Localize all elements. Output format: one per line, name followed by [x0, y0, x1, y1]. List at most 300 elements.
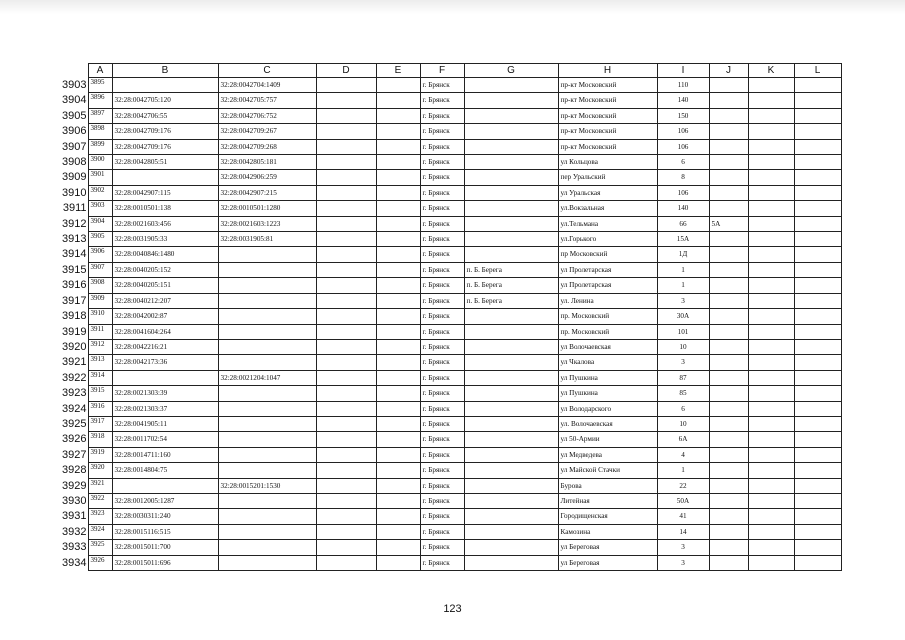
cell-f[interactable]: г. Брянск [420, 447, 464, 462]
cell-e[interactable] [376, 185, 420, 200]
cell-l[interactable] [794, 293, 841, 308]
cell-a[interactable]: 3911 [88, 324, 112, 339]
cell-c[interactable]: 32:28:0042709:267 [218, 124, 316, 139]
cell-l[interactable] [794, 355, 841, 370]
cell-j[interactable] [709, 463, 748, 478]
cell-j[interactable] [709, 493, 748, 508]
cell-d[interactable] [316, 108, 376, 123]
cell-b[interactable]: 32:28:0042805:51 [112, 155, 218, 170]
cell-j[interactable] [709, 401, 748, 416]
row-number[interactable]: 3909 [58, 170, 88, 185]
cell-c[interactable] [218, 386, 316, 401]
cell-b[interactable]: 32:28:0011702:54 [112, 432, 218, 447]
cell-d[interactable] [316, 324, 376, 339]
cell-a[interactable]: 3913 [88, 355, 112, 370]
cell-e[interactable] [376, 401, 420, 416]
column-header-k[interactable]: K [748, 64, 794, 78]
cell-g[interactable] [464, 370, 558, 385]
cell-c[interactable] [218, 432, 316, 447]
cell-c[interactable] [218, 278, 316, 293]
cell-k[interactable] [748, 324, 794, 339]
cell-l[interactable] [794, 540, 841, 555]
cell-b[interactable]: 32:28:0042709:176 [112, 124, 218, 139]
row-number[interactable]: 3914 [58, 247, 88, 262]
cell-h[interactable]: пр-кт Московский [558, 139, 657, 154]
cell-i[interactable]: 3 [657, 355, 709, 370]
row-number[interactable]: 3906 [58, 124, 88, 139]
cell-d[interactable] [316, 262, 376, 277]
cell-h[interactable]: ул Пролетарская [558, 262, 657, 277]
cell-a[interactable]: 3918 [88, 432, 112, 447]
row-number[interactable]: 3918 [58, 309, 88, 324]
cell-f[interactable]: г. Брянск [420, 432, 464, 447]
cell-j[interactable] [709, 278, 748, 293]
cell-b[interactable]: 32:28:0042216:21 [112, 339, 218, 354]
cell-a[interactable]: 3917 [88, 416, 112, 431]
cell-i[interactable]: 1 [657, 278, 709, 293]
cell-a[interactable]: 3921 [88, 478, 112, 493]
cell-i[interactable]: 15А [657, 232, 709, 247]
cell-k[interactable] [748, 509, 794, 524]
cell-i[interactable]: 41 [657, 509, 709, 524]
cell-f[interactable]: г. Брянск [420, 93, 464, 108]
cell-g[interactable] [464, 540, 558, 555]
cell-b[interactable]: 32:28:0042709:176 [112, 139, 218, 154]
cell-k[interactable] [748, 124, 794, 139]
cell-e[interactable] [376, 509, 420, 524]
cell-a[interactable]: 3916 [88, 401, 112, 416]
cell-k[interactable] [748, 401, 794, 416]
cell-g[interactable] [464, 309, 558, 324]
cell-c[interactable]: 32:28:0042705:757 [218, 93, 316, 108]
cell-g[interactable] [464, 201, 558, 216]
cell-g[interactable] [464, 478, 558, 493]
row-number[interactable]: 3925 [58, 416, 88, 431]
cell-e[interactable] [376, 293, 420, 308]
cell-c[interactable]: 32:28:0021204:1047 [218, 370, 316, 385]
row-number[interactable]: 3922 [58, 370, 88, 385]
row-number[interactable]: 3932 [58, 524, 88, 539]
cell-k[interactable] [748, 201, 794, 216]
row-number[interactable]: 3912 [58, 216, 88, 231]
cell-c[interactable] [218, 509, 316, 524]
cell-h[interactable]: ул 50-Армии [558, 432, 657, 447]
cell-g[interactable] [464, 78, 558, 93]
cell-l[interactable] [794, 93, 841, 108]
cell-l[interactable] [794, 201, 841, 216]
cell-g[interactable]: п. Б. Берега [464, 278, 558, 293]
cell-h[interactable]: ул Чкалова [558, 355, 657, 370]
cell-k[interactable] [748, 247, 794, 262]
cell-j[interactable] [709, 185, 748, 200]
cell-e[interactable] [376, 278, 420, 293]
cell-f[interactable]: г. Брянск [420, 386, 464, 401]
cell-g[interactable] [464, 401, 558, 416]
cell-h[interactable]: ул Уральская [558, 185, 657, 200]
cell-d[interactable] [316, 401, 376, 416]
cell-i[interactable]: 30А [657, 309, 709, 324]
cell-f[interactable]: г. Брянск [420, 139, 464, 154]
cell-c[interactable]: 32:28:0042704:1409 [218, 78, 316, 93]
cell-d[interactable] [316, 155, 376, 170]
cell-b[interactable]: 32:28:0042173:36 [112, 355, 218, 370]
cell-c[interactable] [218, 247, 316, 262]
cell-c[interactable] [218, 524, 316, 539]
cell-f[interactable]: г. Брянск [420, 293, 464, 308]
cell-g[interactable] [464, 232, 558, 247]
cell-h[interactable]: Городищенская [558, 509, 657, 524]
cell-l[interactable] [794, 339, 841, 354]
cell-g[interactable] [464, 493, 558, 508]
cell-j[interactable] [709, 370, 748, 385]
cell-e[interactable] [376, 355, 420, 370]
cell-a[interactable]: 3895 [88, 78, 112, 93]
cell-g[interactable] [464, 555, 558, 570]
cell-g[interactable] [464, 93, 558, 108]
cell-f[interactable]: г. Брянск [420, 540, 464, 555]
row-number[interactable]: 3907 [58, 139, 88, 154]
cell-e[interactable] [376, 540, 420, 555]
cell-j[interactable] [709, 155, 748, 170]
cell-a[interactable]: 3907 [88, 262, 112, 277]
cell-a[interactable]: 3897 [88, 108, 112, 123]
cell-g[interactable] [464, 324, 558, 339]
cell-j[interactable] [709, 247, 748, 262]
cell-f[interactable]: г. Брянск [420, 185, 464, 200]
cell-i[interactable]: 14 [657, 524, 709, 539]
cell-g[interactable] [464, 139, 558, 154]
cell-c[interactable]: 32:28:0042907:215 [218, 185, 316, 200]
cell-d[interactable] [316, 293, 376, 308]
row-number[interactable]: 3908 [58, 155, 88, 170]
cell-k[interactable] [748, 416, 794, 431]
cell-k[interactable] [748, 463, 794, 478]
cell-e[interactable] [376, 432, 420, 447]
cell-g[interactable] [464, 432, 558, 447]
cell-l[interactable] [794, 124, 841, 139]
cell-f[interactable]: г. Брянск [420, 78, 464, 93]
cell-b[interactable]: 32:28:0040846:1480 [112, 247, 218, 262]
cell-g[interactable] [464, 247, 558, 262]
cell-b[interactable]: 32:28:0042907:115 [112, 185, 218, 200]
cell-d[interactable] [316, 386, 376, 401]
cell-j[interactable] [709, 432, 748, 447]
cell-d[interactable] [316, 201, 376, 216]
cell-h[interactable]: ул Кольцова [558, 155, 657, 170]
cell-h[interactable]: ул Волочаевская [558, 339, 657, 354]
cell-d[interactable] [316, 555, 376, 570]
cell-k[interactable] [748, 386, 794, 401]
cell-f[interactable]: г. Брянск [420, 155, 464, 170]
cell-f[interactable]: г. Брянск [420, 201, 464, 216]
cell-e[interactable] [376, 309, 420, 324]
cell-d[interactable] [316, 370, 376, 385]
cell-b[interactable]: 32:28:0015116:515 [112, 524, 218, 539]
row-number[interactable]: 3931 [58, 509, 88, 524]
cell-b[interactable]: 32:28:0030311:240 [112, 509, 218, 524]
cell-j[interactable] [709, 293, 748, 308]
cell-c[interactable] [218, 540, 316, 555]
cell-i[interactable]: 1 [657, 262, 709, 277]
cell-e[interactable] [376, 524, 420, 539]
cell-f[interactable]: г. Брянск [420, 247, 464, 262]
cell-f[interactable]: г. Брянск [420, 555, 464, 570]
cell-e[interactable] [376, 201, 420, 216]
cell-d[interactable] [316, 339, 376, 354]
cell-i[interactable]: 150 [657, 108, 709, 123]
cell-i[interactable]: 22 [657, 478, 709, 493]
cell-c[interactable] [218, 416, 316, 431]
cell-i[interactable]: 66 [657, 216, 709, 231]
cell-a[interactable]: 3902 [88, 185, 112, 200]
column-header-c[interactable]: C [218, 64, 316, 78]
row-number[interactable]: 3911 [58, 201, 88, 216]
cell-d[interactable] [316, 93, 376, 108]
cell-j[interactable] [709, 170, 748, 185]
cell-a[interactable]: 3908 [88, 278, 112, 293]
cell-l[interactable] [794, 216, 841, 231]
cell-b[interactable]: 32:28:0021603:456 [112, 216, 218, 231]
cell-e[interactable] [376, 262, 420, 277]
cell-e[interactable] [376, 139, 420, 154]
cell-h[interactable]: ул Береговая [558, 555, 657, 570]
cell-h[interactable]: ул Медведева [558, 447, 657, 462]
cell-e[interactable] [376, 170, 420, 185]
column-header-e[interactable]: E [376, 64, 420, 78]
cell-g[interactable] [464, 416, 558, 431]
cell-f[interactable]: г. Брянск [420, 124, 464, 139]
cell-a[interactable]: 3903 [88, 201, 112, 216]
column-header-b[interactable]: B [112, 64, 218, 78]
cell-f[interactable]: г. Брянск [420, 170, 464, 185]
cell-k[interactable] [748, 232, 794, 247]
cell-l[interactable] [794, 108, 841, 123]
cell-i[interactable]: 85 [657, 386, 709, 401]
row-number[interactable]: 3930 [58, 493, 88, 508]
cell-f[interactable]: г. Брянск [420, 416, 464, 431]
cell-a[interactable]: 3904 [88, 216, 112, 231]
cell-h[interactable]: пр Московский [558, 247, 657, 262]
cell-h[interactable]: Камозина [558, 524, 657, 539]
cell-i[interactable]: 4 [657, 447, 709, 462]
cell-j[interactable] [709, 108, 748, 123]
cell-j[interactable] [709, 555, 748, 570]
cell-g[interactable] [464, 216, 558, 231]
cell-h[interactable]: ул Майской Стачки [558, 463, 657, 478]
row-number[interactable]: 3920 [58, 339, 88, 354]
cell-l[interactable] [794, 370, 841, 385]
cell-f[interactable]: г. Брянск [420, 355, 464, 370]
cell-c[interactable] [218, 262, 316, 277]
cell-j[interactable] [709, 262, 748, 277]
cell-i[interactable]: 140 [657, 93, 709, 108]
cell-f[interactable]: г. Брянск [420, 108, 464, 123]
cell-e[interactable] [376, 478, 420, 493]
cell-h[interactable]: пр-кт Московский [558, 78, 657, 93]
cell-d[interactable] [316, 124, 376, 139]
cell-j[interactable] [709, 339, 748, 354]
cell-e[interactable] [376, 555, 420, 570]
cell-j[interactable] [709, 78, 748, 93]
cell-b[interactable]: 32:28:0042706:55 [112, 108, 218, 123]
column-header-g[interactable]: G [464, 64, 558, 78]
cell-a[interactable]: 3912 [88, 339, 112, 354]
cell-j[interactable] [709, 324, 748, 339]
cell-j[interactable] [709, 93, 748, 108]
row-number[interactable]: 3910 [58, 185, 88, 200]
cell-e[interactable] [376, 155, 420, 170]
cell-l[interactable] [794, 401, 841, 416]
cell-b[interactable]: 32:28:0014804:75 [112, 463, 218, 478]
cell-e[interactable] [376, 124, 420, 139]
cell-b[interactable]: 32:28:0041905:11 [112, 416, 218, 431]
cell-c[interactable] [218, 555, 316, 570]
cell-k[interactable] [748, 540, 794, 555]
cell-g[interactable] [464, 386, 558, 401]
cell-h[interactable]: ул Володарского [558, 401, 657, 416]
cell-l[interactable] [794, 478, 841, 493]
cell-d[interactable] [316, 278, 376, 293]
cell-e[interactable] [376, 386, 420, 401]
cell-d[interactable] [316, 232, 376, 247]
cell-c[interactable]: 32:28:0031905:81 [218, 232, 316, 247]
cell-a[interactable]: 3899 [88, 139, 112, 154]
row-number[interactable]: 3919 [58, 324, 88, 339]
cell-e[interactable] [376, 416, 420, 431]
cell-l[interactable] [794, 155, 841, 170]
row-number[interactable]: 3917 [58, 293, 88, 308]
cell-l[interactable] [794, 185, 841, 200]
cell-l[interactable] [794, 170, 841, 185]
cell-k[interactable] [748, 309, 794, 324]
cell-h[interactable]: ул Береговая [558, 540, 657, 555]
cell-g[interactable] [464, 524, 558, 539]
row-number[interactable]: 3927 [58, 447, 88, 462]
cell-j[interactable] [709, 355, 748, 370]
cell-b[interactable]: 32:28:0014711:160 [112, 447, 218, 462]
cell-i[interactable]: 3 [657, 540, 709, 555]
cell-l[interactable] [794, 493, 841, 508]
cell-f[interactable]: г. Брянск [420, 216, 464, 231]
cell-i[interactable]: 87 [657, 370, 709, 385]
cell-f[interactable]: г. Брянск [420, 493, 464, 508]
cell-f[interactable]: г. Брянск [420, 478, 464, 493]
cell-c[interactable]: 32:28:0042706:752 [218, 108, 316, 123]
cell-j[interactable] [709, 232, 748, 247]
cell-h[interactable]: пер Уральский [558, 170, 657, 185]
row-number[interactable]: 3921 [58, 355, 88, 370]
cell-d[interactable] [316, 170, 376, 185]
cell-f[interactable]: г. Брянск [420, 370, 464, 385]
cell-b[interactable] [112, 78, 218, 93]
cell-h[interactable]: пр-кт Московский [558, 108, 657, 123]
cell-c[interactable] [218, 309, 316, 324]
cell-k[interactable] [748, 293, 794, 308]
cell-h[interactable]: ул Пушкина [558, 386, 657, 401]
cell-g[interactable] [464, 463, 558, 478]
cell-l[interactable] [794, 309, 841, 324]
cell-l[interactable] [794, 232, 841, 247]
cell-c[interactable]: 32:28:0042709:268 [218, 139, 316, 154]
cell-l[interactable] [794, 416, 841, 431]
cell-h[interactable]: ул.Вокзальная [558, 201, 657, 216]
cell-d[interactable] [316, 432, 376, 447]
cell-j[interactable] [709, 386, 748, 401]
cell-a[interactable]: 3896 [88, 93, 112, 108]
cell-l[interactable] [794, 386, 841, 401]
cell-f[interactable]: г. Брянск [420, 401, 464, 416]
cell-a[interactable]: 3925 [88, 540, 112, 555]
cell-k[interactable] [748, 108, 794, 123]
column-header-d[interactable]: D [316, 64, 376, 78]
cell-k[interactable] [748, 478, 794, 493]
cell-d[interactable] [316, 416, 376, 431]
cell-d[interactable] [316, 78, 376, 93]
cell-c[interactable] [218, 339, 316, 354]
cell-d[interactable] [316, 247, 376, 262]
cell-k[interactable] [748, 447, 794, 462]
cell-f[interactable]: г. Брянск [420, 232, 464, 247]
cell-i[interactable]: 101 [657, 324, 709, 339]
cell-i[interactable]: 3 [657, 555, 709, 570]
cell-i[interactable]: 10 [657, 416, 709, 431]
cell-g[interactable] [464, 355, 558, 370]
cell-l[interactable] [794, 509, 841, 524]
cell-b[interactable]: 32:28:0021303:39 [112, 386, 218, 401]
cell-a[interactable]: 3905 [88, 232, 112, 247]
cell-d[interactable] [316, 355, 376, 370]
cell-d[interactable] [316, 478, 376, 493]
cell-a[interactable]: 3920 [88, 463, 112, 478]
cell-h[interactable]: ул Пролетарская [558, 278, 657, 293]
cell-l[interactable] [794, 262, 841, 277]
row-number[interactable]: 3926 [58, 432, 88, 447]
row-number[interactable]: 3924 [58, 401, 88, 416]
cell-l[interactable] [794, 324, 841, 339]
cell-b[interactable]: 32:28:0015011:696 [112, 555, 218, 570]
cell-c[interactable]: 32:28:0021603:1223 [218, 216, 316, 231]
cell-i[interactable]: 10 [657, 339, 709, 354]
cell-b[interactable]: 32:28:0040212:207 [112, 293, 218, 308]
cell-e[interactable] [376, 93, 420, 108]
cell-l[interactable] [794, 139, 841, 154]
cell-a[interactable]: 3919 [88, 447, 112, 462]
cell-a[interactable]: 3898 [88, 124, 112, 139]
cell-c[interactable] [218, 493, 316, 508]
cell-e[interactable] [376, 247, 420, 262]
cell-g[interactable] [464, 155, 558, 170]
cell-b[interactable]: 32:28:0031905:33 [112, 232, 218, 247]
cell-b[interactable]: 32:28:0010501:138 [112, 201, 218, 216]
row-number[interactable]: 3903 [58, 78, 88, 93]
cell-h[interactable]: пр. Московский [558, 324, 657, 339]
row-number[interactable]: 3904 [58, 93, 88, 108]
cell-j[interactable] [709, 416, 748, 431]
cell-d[interactable] [316, 524, 376, 539]
cell-g[interactable] [464, 185, 558, 200]
cell-h[interactable]: Бурова [558, 478, 657, 493]
cell-b[interactable] [112, 478, 218, 493]
cell-e[interactable] [376, 78, 420, 93]
cell-b[interactable]: 32:28:0042705:120 [112, 93, 218, 108]
cell-k[interactable] [748, 155, 794, 170]
row-number[interactable]: 3933 [58, 540, 88, 555]
cell-h[interactable]: пр. Московский [558, 309, 657, 324]
cell-h[interactable]: пр-кт Московский [558, 93, 657, 108]
cell-a[interactable]: 3901 [88, 170, 112, 185]
column-header-a[interactable]: A [88, 64, 112, 78]
cell-k[interactable] [748, 432, 794, 447]
